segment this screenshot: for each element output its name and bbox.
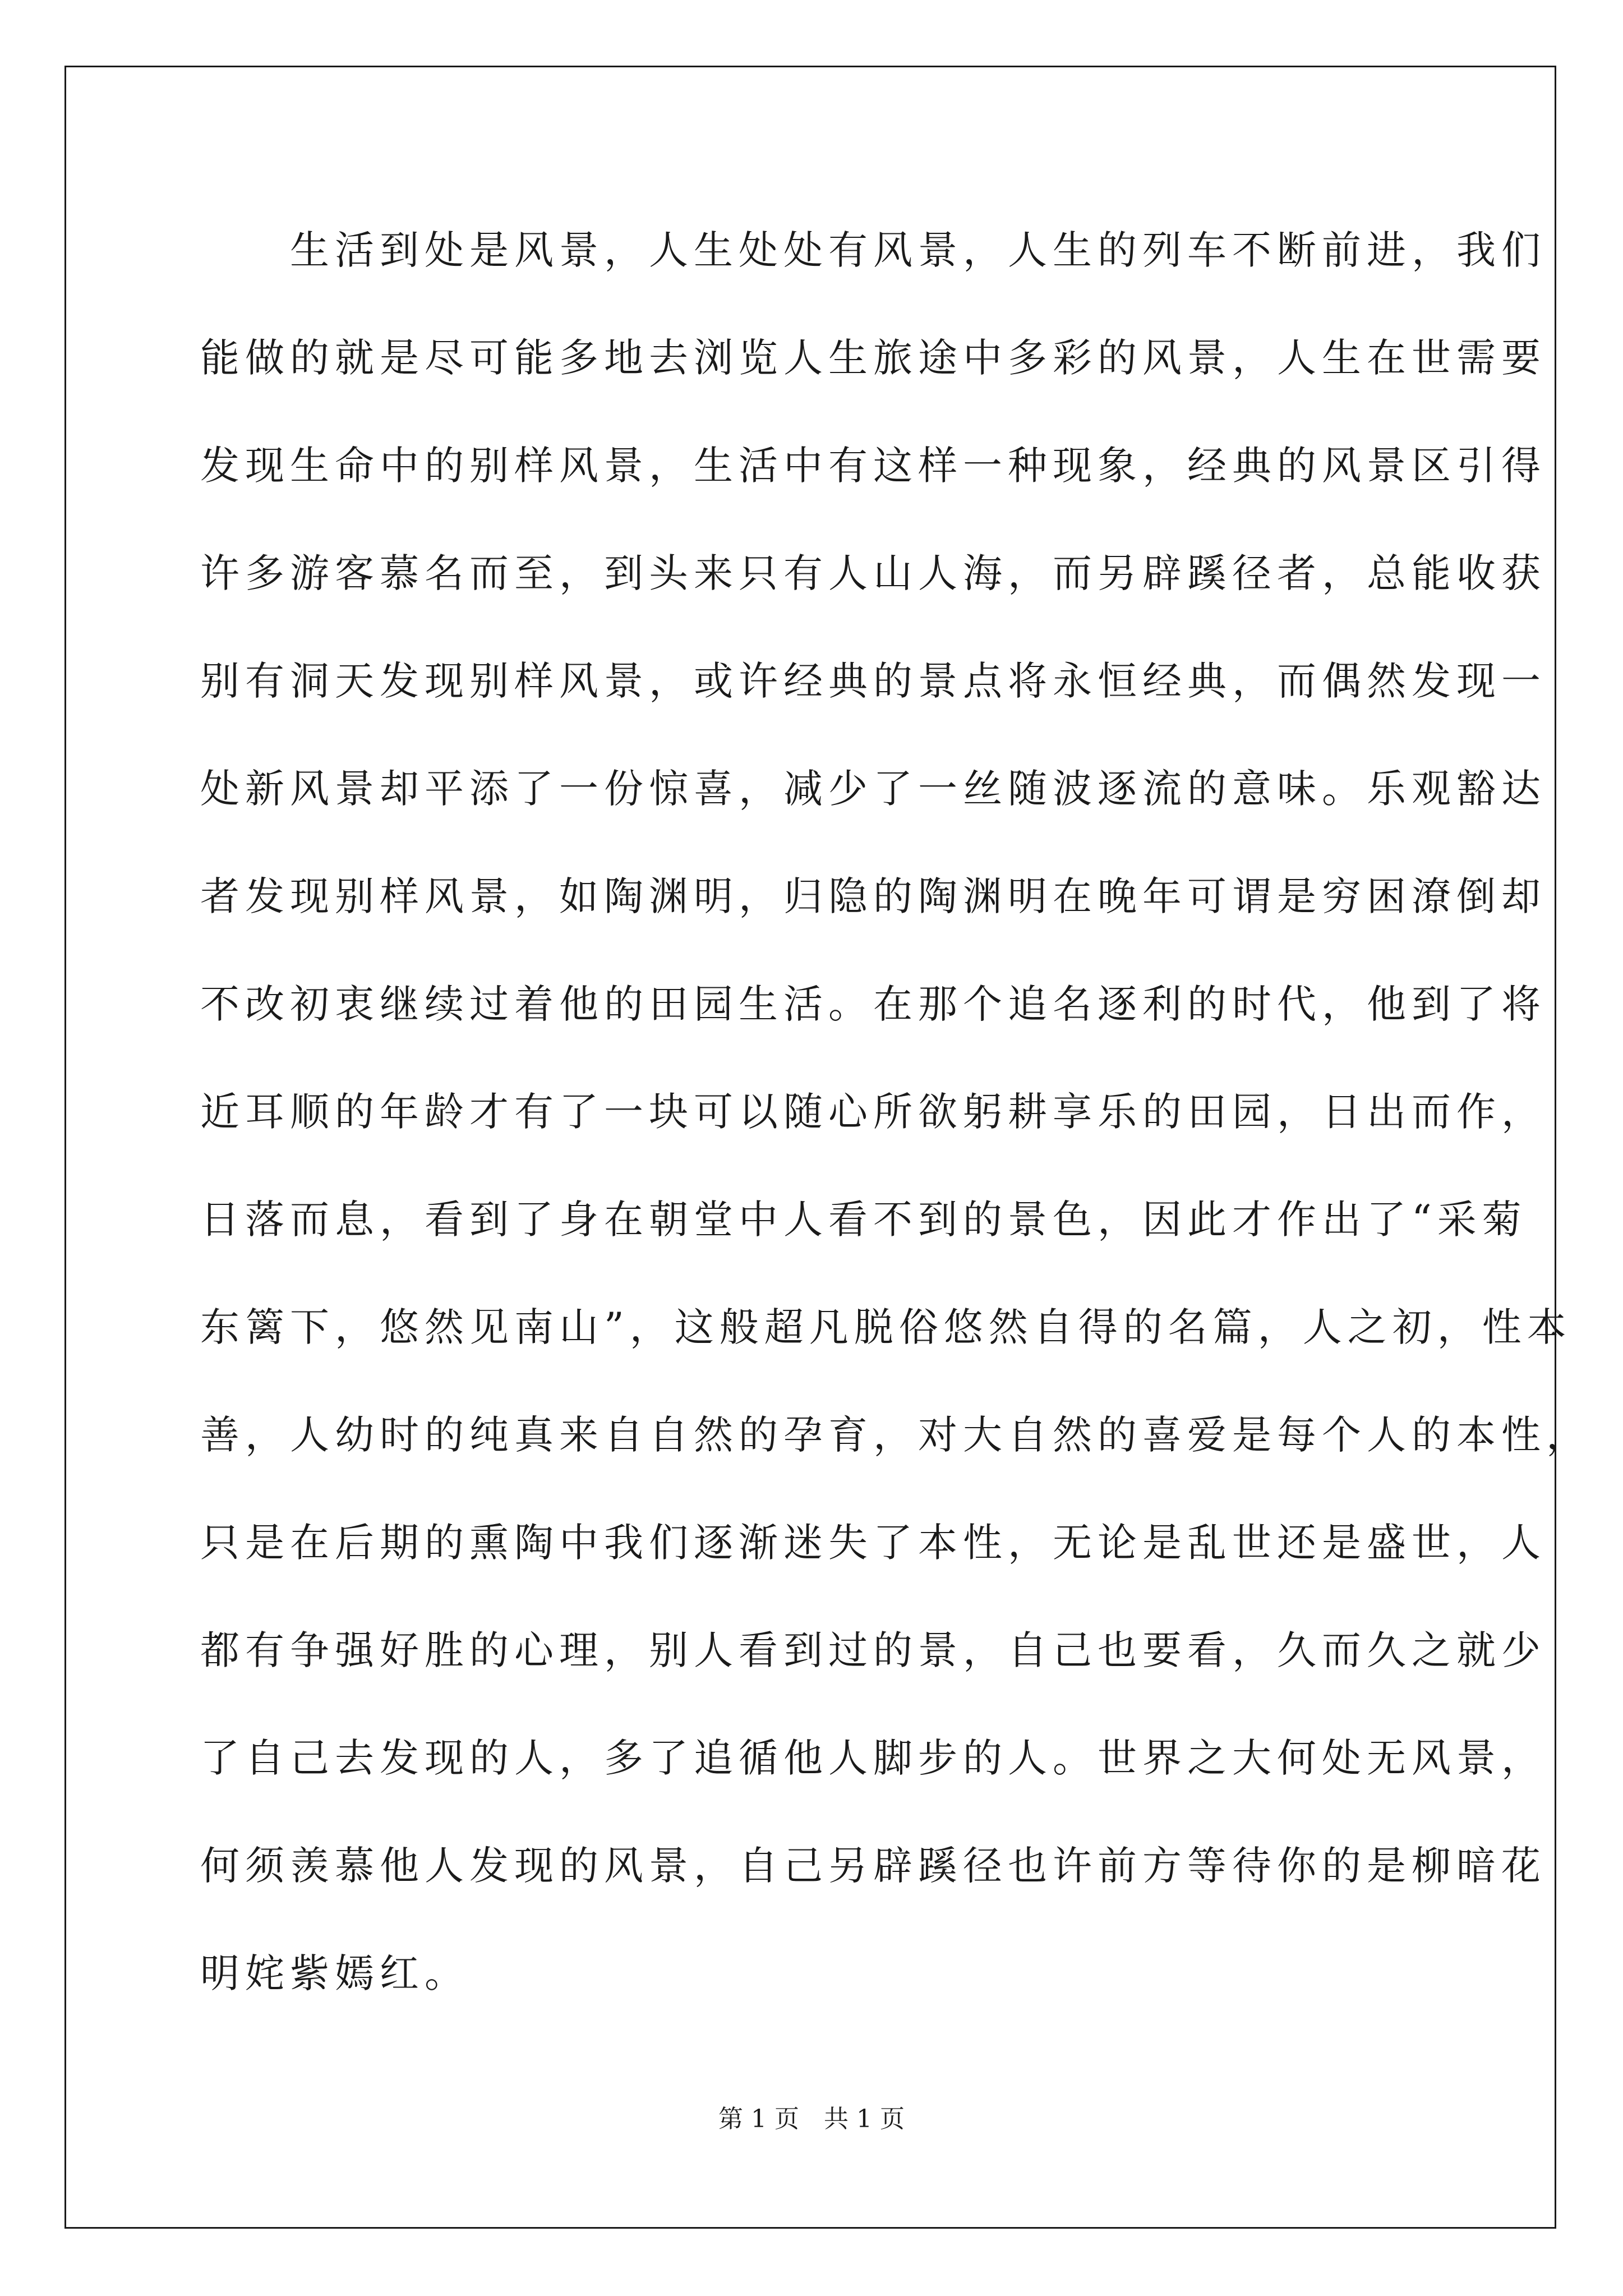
text-line: 处新风景却平添了一份惊喜，减少了一丝随波逐流的意味。乐观豁达 xyxy=(200,766,1546,812)
text-line: 发现生命中的别样风景，生活中有这样一种现象，经典的风景区引得 xyxy=(200,443,1546,489)
text-line: 了自己去发现的人，多了追循他人脚步的人。世界之大何处无风景， xyxy=(200,1735,1546,1781)
text-line: 近耳顺的年龄才有了一块可以随心所欲躬耕享乐的田园，日出而作， xyxy=(200,1089,1546,1135)
text-line: 东篱下，悠然见南山”，这般超凡脱俗悠然自得的名篇，人之初，性本 xyxy=(200,1304,1572,1350)
page-number-footer: 第 1 页 共 1 页 xyxy=(718,2105,905,2133)
text-line: 只是在后期的熏陶中我们逐渐迷失了本性，无论是乱世还是盛世，人 xyxy=(200,1520,1546,1566)
text-line: 不改初衷继续过着他的田园生活。在那个追名逐利的时代，他到了将 xyxy=(200,981,1546,1027)
text-line: 善，人幼时的纯真来自自然的孕育，对大自然的喜爱是每个人的本性， xyxy=(200,1412,1591,1458)
text-line: 许多游客慕名而至，到头来只有人山人海，而另辟蹊径者，总能收获 xyxy=(200,550,1546,596)
text-line: 别有洞天发现别样风景，或许经典的景点将永恒经典，而偶然发现一 xyxy=(200,658,1546,704)
text-line: 日落而息，看到了身在朝堂中人看不到的景色，因此才作出了“采菊 xyxy=(200,1197,1527,1243)
text-line: 明姹紫嫣红。 xyxy=(200,1950,469,1996)
text-line: 者发现别样风景，如陶渊明，归隐的陶渊明在晚年可谓是穷困潦倒却 xyxy=(200,873,1546,919)
text-line: 能做的就是尽可能多地去浏览人生旅途中多彩的风景，人生在世需要 xyxy=(200,335,1546,381)
text-line: 何须羡慕他人发现的风景，自己另辟蹊径也许前方等待你的是柳暗花 xyxy=(200,1843,1546,1889)
page-border xyxy=(64,66,1591,2229)
text-line: 生活到处是风景，人生处处有风景，人生的列车不断前进，我们 xyxy=(200,227,1546,273)
text-line: 都有争强好胜的心理，别人看到过的景，自己也要看，久而久之就少 xyxy=(200,1627,1546,1673)
